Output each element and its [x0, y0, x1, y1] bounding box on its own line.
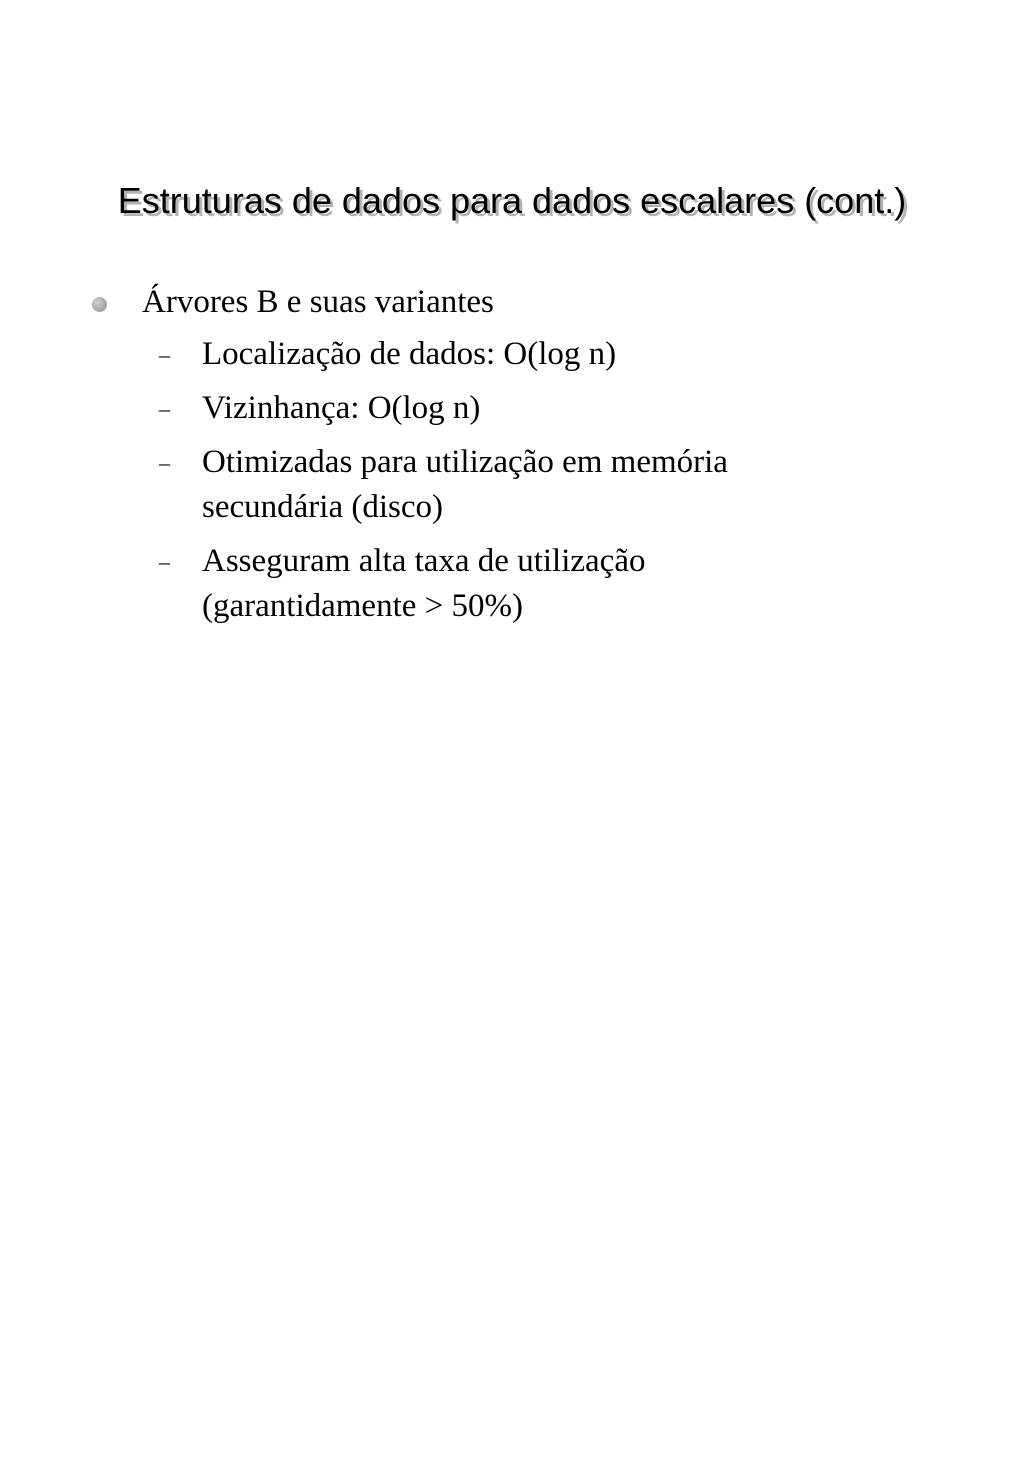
sub-bullet-text: Asseguram alta taxa de utilização (garantidamente > 50%) — [202, 543, 646, 624]
sub-bullet-text: Vizinhança: O(log n) — [202, 390, 481, 426]
bullet-item — [0, 280, 1024, 324]
slide-content — [0, 280, 1024, 638]
sub-bullet-text: Localização de dados: O(log n) — [202, 336, 617, 372]
sub-bullet-list — [0, 332, 1024, 629]
slide-title: Estruturas de dados para dados escalares (cont.) — [117, 180, 907, 221]
sub-bullet-item — [0, 539, 842, 629]
bullet-text: Árvores B e suas variantes — [142, 284, 494, 320]
sub-bullet-item — [0, 332, 842, 377]
sub-bullet-text: Otimizadas para utilização em memória secundária (disco) — [202, 444, 728, 525]
sub-bullet-item — [0, 440, 842, 530]
en-dash-icon: – — [159, 342, 170, 367]
en-dash-icon: – — [159, 450, 170, 475]
sub-bullet-item — [0, 386, 842, 431]
bullet-dot-icon — [92, 297, 107, 312]
en-dash-icon: – — [159, 549, 170, 574]
en-dash-icon: – — [159, 396, 170, 421]
